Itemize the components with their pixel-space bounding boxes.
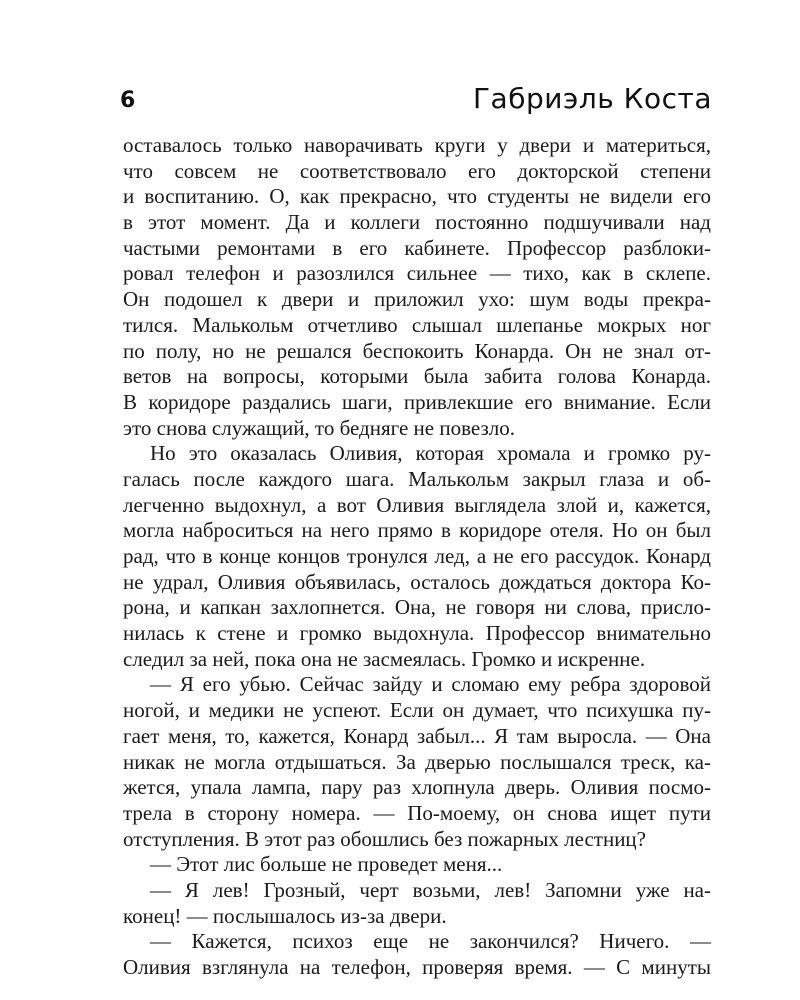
text-line: ногой, и медики не успеют. Если он думает, что психушка пу- — [123, 698, 711, 723]
text-line: Оливия взглянула на телефон, проверяя время. — С минуты — [123, 955, 711, 979]
page-number: 6 — [120, 88, 136, 113]
text-line: — Я лев! Грозный, черт возьми, лев! Запомни уже на- — [150, 877, 711, 902]
text-line: — Кажется, психоз еще не закончился? Ничего. — — [150, 929, 711, 954]
text-line: В коридоре раздались шаги, привлекшие его внимание. Если — [123, 389, 711, 414]
text-line: следил за ней, пока она не засмеялась. Громко и искренне. — [123, 646, 646, 671]
text-line: трела в сторону номера. — По-моему, он снова ищет пути — [123, 800, 711, 825]
text-line: частыми ремонтами в его кабинете. Профессор разблоки- — [123, 235, 711, 260]
text-line: что совсем не соответствовало его докторской степени — [123, 158, 711, 183]
text-line: не удрал, Оливия объявилась, осталось дождаться доктора Ко- — [123, 569, 711, 594]
text-line: и воспитанию. О, как прекрасно, что студенты не видели его — [123, 184, 711, 209]
text-line: в этот момент. Да и коллеги постоянно подшучивали над — [123, 210, 711, 235]
running-head-author: Габриэль Коста — [472, 82, 712, 115]
text-line: Он подошел к двери и приложил ухо: шум воды прекра- — [123, 287, 711, 312]
text-line: отступления. В этот раз обошлись без пожарных лестниц? — [123, 826, 646, 851]
text-line: никак не могла отдышаться. За дверью послышался треск, ка- — [123, 749, 711, 774]
text-line: ровал телефон и разозлился сильнее — тихо, как в склепе. — [123, 261, 711, 286]
text-line: конец! — послышалось из-за двери. — [123, 903, 447, 928]
text-line: нилась к стене и громко выдохнула. Профессор внимательно — [123, 621, 711, 646]
text-line: — Этот лис больше не проведет меня... — [150, 852, 503, 877]
text-line: рона, и капкан захлопнется. Она, не говоря ни слова, присло- — [123, 595, 711, 620]
text-line: легченно выдохнул, а вот Оливия выглядела злой и, кажется, — [123, 492, 711, 517]
text-line: тился. Малькольм отчетливо слышал шлепанье мокрых ног — [123, 312, 711, 337]
text-line: рад, что в конце концов тронулся лед, а не его рассудок. Конард — [123, 544, 711, 568]
page-header — [120, 82, 712, 122]
text-line: ветов на вопросы, которыми была забита голова Конарда. — [123, 364, 711, 389]
text-line: по полу, но не решался беспокоить Конарда. Он не знал от- — [123, 338, 711, 363]
body-text — [123, 133, 711, 981]
text-line: Но это оказалась Оливия, которая хромала и громко ру- — [150, 441, 711, 466]
text-line: это снова служащий, то бедняге не повезло. — [123, 415, 515, 440]
text-line: оставалось только наворачивать круги у двери и материться, — [123, 133, 711, 157]
text-line: жется, упала лампа, пару раз хлопнула дверь. Оливия посмо- — [123, 775, 711, 800]
text-line: галась после каждого шага. Малькольм закрыл глаза и об- — [123, 466, 711, 491]
text-line: гает меня, то, кажется, Конард забыл... Я там выросла. — Она — [123, 723, 711, 748]
text-line: — Я его убью. Сейчас зайду и сломаю ему ребра здоровой — [150, 672, 711, 697]
text-line: могла наброситься на него прямо в коридоре отеля. Но он был — [123, 518, 711, 543]
